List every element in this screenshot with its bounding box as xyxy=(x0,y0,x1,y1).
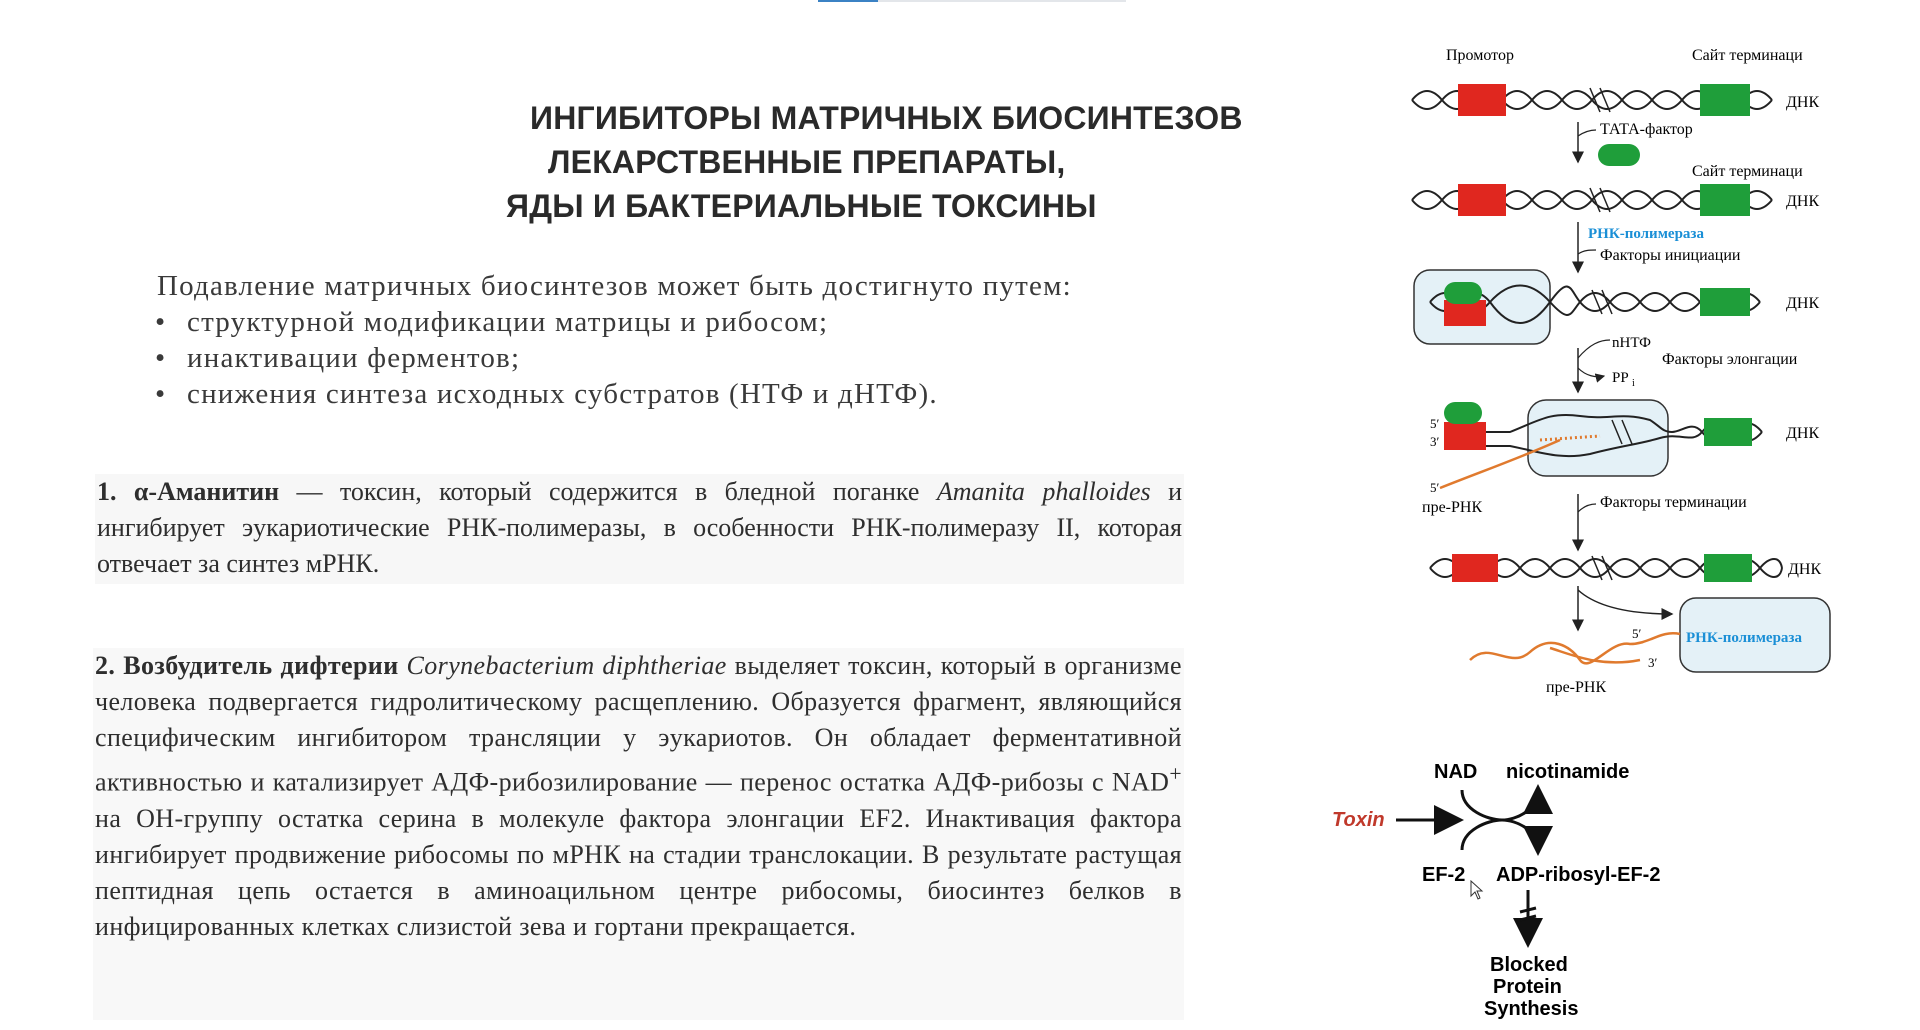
title-line-1: ИНГИБИТОРЫ МАТРИЧНЫХ БИОСИНТЕЗОВ xyxy=(530,100,1243,136)
factor-shape xyxy=(1444,282,1482,304)
dna-label-1: ДНК xyxy=(1786,94,1820,111)
intro-lead: Подавление матричных биосинтезов может быть достигнуто путем: xyxy=(157,270,1072,302)
title-line-2: ЛЕКАРСТВЕННЫЕ ПРЕПАРАТЫ, xyxy=(548,144,1066,180)
polymerase-box xyxy=(1528,400,1668,476)
bullet-icon: • xyxy=(155,342,167,374)
termination-box xyxy=(1700,288,1750,316)
stage-2-dna xyxy=(1412,184,1772,216)
initiation-factors-label: Факторы инициации xyxy=(1600,247,1741,264)
toxin-mechanism-diagram xyxy=(1320,750,1740,1025)
three-prime-label: 3′ xyxy=(1430,434,1440,449)
termination-box xyxy=(1704,554,1752,582)
slide-title xyxy=(460,96,1360,228)
tata-label: ТАТА-фактор xyxy=(1600,121,1693,138)
tata-factor-shape xyxy=(1598,144,1640,166)
termination-box xyxy=(1700,84,1750,116)
ppi-label: PP xyxy=(1612,370,1629,386)
promoter-box xyxy=(1444,422,1486,450)
dna-label-2: ДНК xyxy=(1786,193,1820,210)
dna-label-4: ДНК xyxy=(1786,425,1820,442)
termination-label-1: Сайт терминаци xyxy=(1692,47,1803,64)
termination-label-2: Сайт терминаци xyxy=(1692,163,1803,180)
nad-label: NAD xyxy=(1434,761,1478,783)
five-prime-label-2: 5′ xyxy=(1430,480,1440,495)
dna-label-5: ДНК xyxy=(1788,561,1822,578)
amanitin-text-1: — токсин, который содержится в бледной поганке xyxy=(279,477,937,506)
amanitin-heading: 1. α-Аманитин xyxy=(97,477,280,506)
nad-superscript: + xyxy=(1169,762,1182,786)
promoter-box xyxy=(1458,184,1506,216)
termination-box xyxy=(1700,184,1750,216)
top-progress-accent xyxy=(818,0,878,2)
diphtheria-species: Corynebacterium diphtheriae xyxy=(406,651,727,680)
list-item-text: инактивации ферментов; xyxy=(187,342,521,374)
list-item-text: снижения синтеза исходных субстратов (НТФ и дНТФ). xyxy=(187,378,938,410)
pre-rna-label-1: пре-РНК xyxy=(1422,499,1483,516)
amanitin-text-2: и ингибирует эукариотические РНК-полимеразы, в особенности РНК-полимеразу II, которая отвечает за синтез мРНК. xyxy=(97,477,1182,578)
promoter-box xyxy=(1452,554,1498,582)
promoter-label: Промотор xyxy=(1446,47,1514,64)
list-item xyxy=(157,340,1347,376)
termination-factors-label: Факторы терминации xyxy=(1600,494,1747,511)
stage-1-dna xyxy=(1412,84,1772,116)
pre-rna-label-2: пре-РНК xyxy=(1546,679,1607,696)
promoter-box xyxy=(1458,84,1506,116)
blocked-line-2: Protein xyxy=(1493,976,1562,998)
stage-4-dna xyxy=(1440,400,1762,488)
title-line-3: ЯДЫ И БАКТЕРИАЛЬНЫЕ ТОКСИНЫ xyxy=(506,188,1097,224)
blocked-line-1: Blocked xyxy=(1490,954,1568,976)
diphtheria-paragraph xyxy=(93,648,1184,1020)
mouse-pointer-icon xyxy=(1470,880,1484,900)
factor-shape xyxy=(1444,402,1482,424)
ntp-label: nНТФ xyxy=(1612,335,1652,351)
intro-list xyxy=(157,304,1347,412)
adp-ribosyl-ef2-label: ADP-ribosyl-EF-2 xyxy=(1496,864,1661,886)
list-item xyxy=(157,376,1347,412)
five-prime-label-3: 5′ xyxy=(1632,626,1642,641)
transcription-diagram xyxy=(1400,40,1920,700)
blocked-line-3: Synthesis xyxy=(1484,998,1579,1020)
rna-polymerase-label: РНК-полимераза xyxy=(1588,226,1704,242)
ef2-label: EF-2 xyxy=(1422,864,1466,886)
stage-5-dna xyxy=(1430,554,1782,582)
list-item-text: структурной модификации матрицы и рибосом; xyxy=(187,306,829,338)
intro-block xyxy=(157,268,1347,412)
diphtheria-text-2: на ОН-группу остатка серина в молекуле фактора элонгации EF2. Инактивация фактора ингибирует продвижение рибосомы по мРНК на стадии транслокации. В результате растущая пептидная цепь остается в аминоацильном центре рибосомы, биосинтез белков в инфицированных клетках слизистой зева и гортани прекращается. xyxy=(95,803,1182,941)
amanitin-species: Amanita phalloides xyxy=(936,477,1151,506)
bullet-icon: • xyxy=(155,378,167,410)
stage-3-dna xyxy=(1414,270,1760,344)
five-prime-label: 5′ xyxy=(1430,416,1440,431)
nicotinamide-label: nicotinamide xyxy=(1506,761,1630,783)
amanitin-paragraph xyxy=(95,474,1184,584)
diphtheria-text-1: выделяет токсин, который в организме человека подвергается гидролитическому расщеплению. Образуется фрагмент, являющийся специфическим ингибитором трансляции у эукариотов. Он обладает ферментативной активностью и катализирует АДФ-рибозилирование — перенос остатка АДФ-рибозы с NAD xyxy=(95,651,1182,797)
diphtheria-heading: 2. Возбудитель дифтерии xyxy=(95,651,399,680)
dna-label-3: ДНК xyxy=(1786,295,1820,312)
list-item xyxy=(157,304,1347,340)
elongation-factors-label: Факторы элонгации xyxy=(1662,351,1798,368)
termination-box xyxy=(1704,418,1752,446)
three-prime-label-2: 3′ xyxy=(1648,655,1658,670)
toxin-label: Toxin xyxy=(1332,809,1385,831)
released-rna-polymerase-label: РНК-полимераза xyxy=(1686,630,1802,646)
bullet-icon: • xyxy=(155,306,167,338)
ppi-subscript: i xyxy=(1632,378,1635,389)
